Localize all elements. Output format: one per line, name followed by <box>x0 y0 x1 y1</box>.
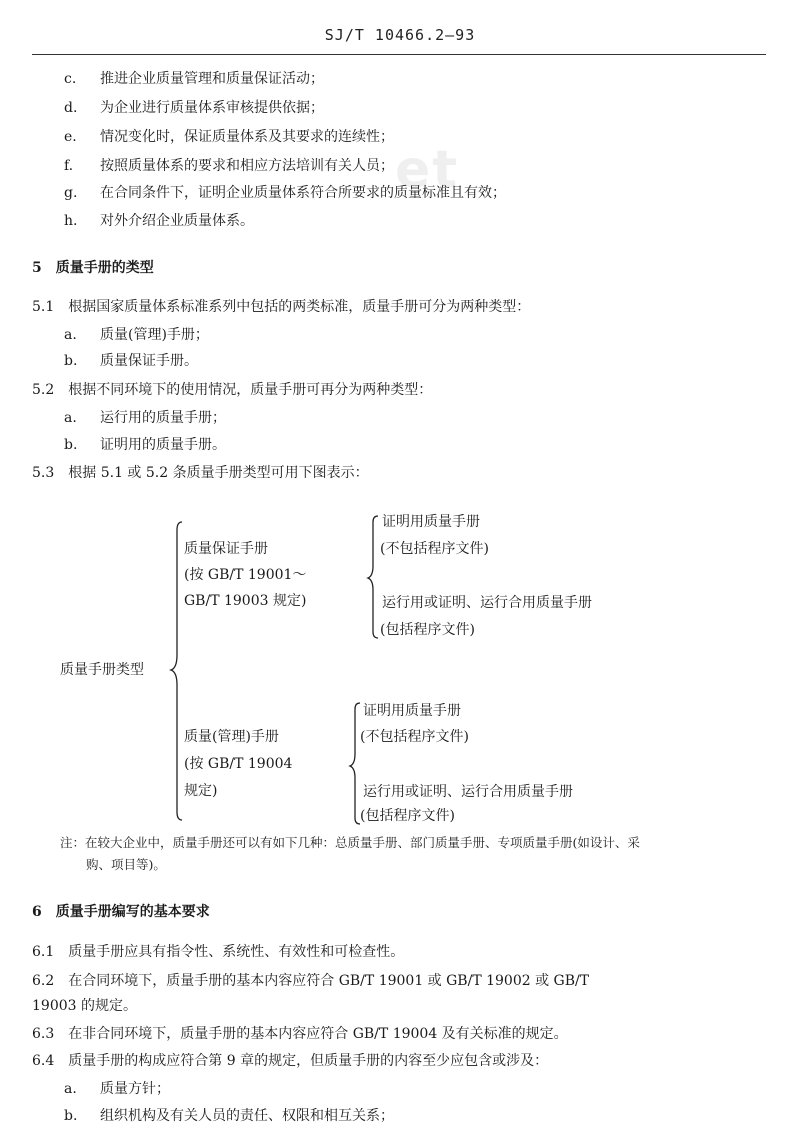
branch-b-leaf-1: (不包括程序文件) <box>360 729 469 745</box>
list-item <box>64 184 506 202</box>
branch-b-leaf-2: 运行用或证明、运行合用质量手册 <box>363 784 573 800</box>
list-marker: b. <box>64 353 78 369</box>
clause-5-2: 5.2 根据不同环境下的使用情况，质量手册可再分为两种类型： <box>32 382 433 398</box>
list-text: 推进企业质量管理和质量保证活动； <box>100 71 324 87</box>
list-text: 证明用的质量手册。 <box>100 437 226 453</box>
root-brace <box>171 522 182 820</box>
branch-b-leaf-1: 证明用质量手册 <box>363 703 461 719</box>
list-marker: h. <box>64 213 78 229</box>
diagram-note: 注：在较大企业中，质量手册还可以有如下几种：总质量手册、部门质量手册、专项质量手册(如设计、采 <box>60 835 640 850</box>
list-item <box>64 1080 170 1098</box>
list-marker: a. <box>64 410 77 426</box>
list-text: 在合同条件下，证明企业质量体系符合所要求的质量标准且有效； <box>100 185 506 201</box>
clause-6-3: 6.3 在非合同环境下，质量手册的基本内容应符合 GB/T 19004 及有关标准的规定。 <box>32 1026 568 1042</box>
list-marker: b. <box>64 437 78 453</box>
clause-5-1: 5.1 根据国家质量体系标准系列中包括的两类标准，质量手册可分为两种类型： <box>32 299 531 315</box>
watermark-text: et <box>395 140 460 200</box>
list-marker: e. <box>64 129 77 145</box>
lower-brace <box>350 703 360 824</box>
list-item <box>64 70 324 88</box>
header-rule <box>32 54 766 55</box>
list-marker: f. <box>64 158 74 174</box>
list-marker: d. <box>64 100 78 116</box>
list-item <box>64 212 254 230</box>
list-text: 质量方针； <box>100 1081 170 1097</box>
list-item <box>64 99 324 117</box>
branch-a-leaf-1: 证明用质量手册 <box>382 514 480 530</box>
upper-brace <box>368 516 378 638</box>
list-text: 组织机构及有关人员的责任、权限和相互关系； <box>100 1108 394 1124</box>
list-text: 对外介绍企业质量体系。 <box>100 213 254 229</box>
branch-a-leaf-2: (包括程序文件) <box>380 622 475 638</box>
standard-number-header: SJ/T 10466.2—93 <box>324 26 476 44</box>
clause-6-1: 6.1 质量手册应具有指令性、系统性、有效性和可检查性。 <box>32 944 405 960</box>
list-item <box>64 128 394 146</box>
section-6-heading: 6 质量手册编写的基本要求 <box>32 904 210 920</box>
list-item <box>64 436 226 454</box>
list-item <box>64 352 198 370</box>
clause-6-2: 6.2 在合同环境下，质量手册的基本内容应符合 GB/T 19001 或 GB/T 19002 或 GB/T <box>32 973 590 989</box>
clause-6-4: 6.4 质量手册的构成应符合第 9 章的规定，但质量手册的内容至少应包含或涉及： <box>32 1053 549 1069</box>
branch-b-title: (按 GB/T 19004 <box>184 756 293 772</box>
list-marker: a. <box>64 1081 77 1097</box>
list-marker: g. <box>64 185 78 201</box>
list-marker: b. <box>64 1108 78 1124</box>
diagram-root-label: 质量手册类型 <box>60 662 144 678</box>
branch-a-title: GB/T 19003 规定) <box>184 593 307 609</box>
diagram-note: 购、项目等)。 <box>86 857 166 872</box>
branch-b-leaf-2: (包括程序文件) <box>360 808 455 824</box>
clause-5-3: 5.3 根据 5.1 或 5.2 条质量手册类型可用下图表示： <box>32 465 369 481</box>
list-text: 情况变化时，保证质量体系及其要求的连续性； <box>100 129 394 145</box>
list-item <box>64 326 209 344</box>
branch-b-title: 规定) <box>184 783 218 799</box>
branch-a-leaf-2: 运行用或证明、运行合用质量手册 <box>382 595 592 611</box>
list-text: 按照质量体系的要求和相应方法培训有关人员； <box>100 158 394 174</box>
branch-a-title: 质量保证手册 <box>184 541 268 557</box>
branch-a-leaf-1: (不包括程序文件) <box>380 541 489 557</box>
list-item <box>64 409 226 427</box>
branch-a-title: (按 GB/T 19001～ <box>184 567 307 583</box>
list-item <box>64 1107 394 1125</box>
list-item <box>64 157 394 175</box>
section-5-heading: 5 质量手册的类型 <box>32 260 154 276</box>
branch-b-title: 质量(管理)手册 <box>184 729 279 745</box>
list-text: 运行用的质量手册； <box>100 410 226 426</box>
list-text: 为企业进行质量体系审核提供依据； <box>100 100 324 116</box>
list-text: 质量(管理)手册； <box>100 327 209 343</box>
list-text: 质量保证手册。 <box>100 353 198 369</box>
clause-6-2-cont: 19003 的规定。 <box>32 998 137 1014</box>
list-marker: a. <box>64 327 77 343</box>
list-marker: c. <box>64 71 77 87</box>
